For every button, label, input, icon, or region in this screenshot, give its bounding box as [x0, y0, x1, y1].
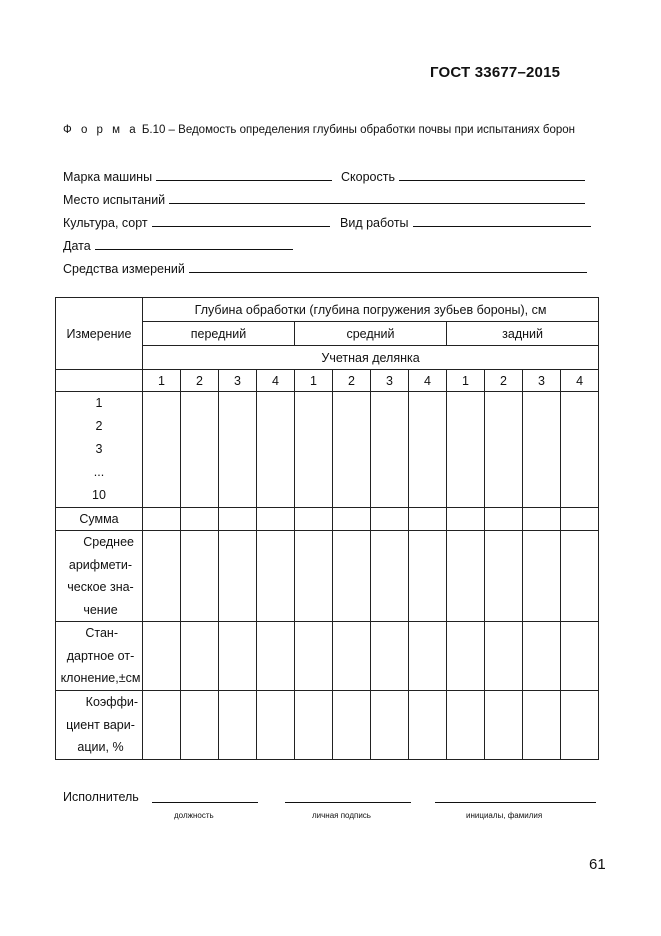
name-blank[interactable] [435, 802, 596, 803]
form-title: Б.10 – Ведомость определения глубины обработки почвы при испытаниях борон [141, 124, 575, 136]
cv-label [56, 691, 143, 760]
data-cell[interactable] [143, 691, 181, 760]
plot-header: Учетная делянка [143, 346, 599, 370]
plot-number-row [56, 370, 599, 392]
data-cell[interactable] [143, 508, 181, 531]
machine-brand-field[interactable] [63, 170, 332, 184]
test-site-label: Место испытаний [63, 193, 166, 207]
data-cell[interactable] [523, 531, 561, 622]
data-cell[interactable] [409, 508, 447, 531]
data-cell[interactable] [181, 392, 219, 508]
crop-variety-field[interactable] [63, 216, 330, 230]
measuring-tools-label: Средства измерений [63, 262, 185, 276]
std-label-line: клонение,±см [60, 671, 141, 686]
data-cell[interactable] [561, 508, 599, 531]
group-front: передний [143, 322, 295, 346]
cv-label-line: циент вари- [66, 717, 135, 732]
data-cell[interactable] [409, 531, 447, 622]
std-label-line: дартное от- [66, 648, 135, 663]
date-blank[interactable] [95, 248, 293, 250]
sum-label: Сумма [56, 508, 143, 531]
measuring-tools-blank[interactable] [189, 271, 587, 273]
depth-header: Глубина обработки (глубина погружения зубьев бороны), см [143, 298, 599, 322]
work-type-label: Вид работы [340, 216, 409, 230]
table-row [56, 622, 599, 691]
data-cell[interactable] [181, 691, 219, 760]
data-cell[interactable] [333, 691, 371, 760]
table-row [56, 531, 599, 622]
data-cell[interactable] [257, 392, 295, 508]
data-cell[interactable] [333, 392, 371, 508]
measurement-header: Измерение [56, 298, 143, 370]
data-cell[interactable] [485, 531, 523, 622]
data-cell[interactable] [371, 691, 409, 760]
standard-number: ГОСТ 33677–2015 [430, 64, 561, 81]
data-cell[interactable] [181, 508, 219, 531]
data-cell[interactable] [333, 508, 371, 531]
form-word: Ф о р м а [63, 124, 139, 136]
data-cell[interactable] [219, 508, 257, 531]
plot-number: 3 [371, 370, 409, 392]
data-cell[interactable] [447, 392, 485, 508]
mean-label-line: чение [83, 602, 118, 617]
data-cell[interactable] [219, 531, 257, 622]
blank-corner-cell [56, 370, 143, 392]
table-row [56, 691, 599, 760]
data-cell[interactable] [371, 531, 409, 622]
speed-blank[interactable] [399, 179, 585, 181]
data-cell[interactable] [181, 531, 219, 622]
data-cell[interactable] [409, 622, 447, 691]
data-cell[interactable] [485, 392, 523, 508]
position-caption: должность [174, 811, 214, 820]
data-cell[interactable] [485, 691, 523, 760]
measurement-numbers-cell [56, 392, 143, 508]
data-cell[interactable] [447, 691, 485, 760]
data-cell[interactable] [333, 622, 371, 691]
signature-caption: личная подпись [312, 811, 371, 820]
measurement-number: ... [93, 465, 105, 479]
data-cell[interactable] [295, 531, 333, 622]
plot-number: 4 [257, 370, 295, 392]
crop-variety-label: Культура, сорт [63, 216, 148, 230]
data-cell[interactable] [485, 622, 523, 691]
measuring-tools-field[interactable] [63, 262, 587, 276]
data-cell[interactable] [371, 508, 409, 531]
data-cell[interactable] [257, 691, 295, 760]
data-cell[interactable] [371, 392, 409, 508]
mean-label [56, 531, 143, 622]
page-number: 61 [589, 856, 606, 873]
date-field[interactable] [63, 239, 293, 253]
cv-label-line: Коэффи- [85, 695, 138, 710]
data-cell[interactable] [409, 392, 447, 508]
mean-label-line: Среднее [83, 535, 134, 549]
plot-number: 2 [333, 370, 371, 392]
data-cell[interactable] [447, 622, 485, 691]
mean-label-line: ческое зна- [67, 580, 134, 594]
table-row [56, 392, 599, 508]
data-cell[interactable] [257, 508, 295, 531]
plot-number: 2 [485, 370, 523, 392]
std-label [56, 622, 143, 691]
speed-field[interactable] [341, 170, 585, 184]
speed-label: Скорость [341, 170, 395, 184]
data-cell[interactable] [143, 531, 181, 622]
plot-number: 3 [523, 370, 561, 392]
data-cell[interactable] [143, 392, 181, 508]
data-cell[interactable] [561, 622, 599, 691]
crop-variety-blank[interactable] [152, 225, 330, 227]
data-cell[interactable] [561, 392, 599, 508]
test-site-field[interactable] [63, 193, 585, 207]
data-cell[interactable] [257, 622, 295, 691]
name-caption: инициалы, фамилия [466, 811, 543, 820]
data-cell[interactable] [523, 622, 561, 691]
depth-table [55, 297, 599, 760]
cv-label-line: ации, % [77, 740, 124, 755]
plot-number: 3 [219, 370, 257, 392]
data-cell[interactable] [257, 531, 295, 622]
data-cell[interactable] [219, 392, 257, 508]
data-cell[interactable] [523, 691, 561, 760]
plot-number: 4 [409, 370, 447, 392]
executor-label: Исполнитель [63, 790, 139, 804]
measurement-number: 3 [95, 442, 103, 456]
plot-number: 1 [295, 370, 333, 392]
plot-number: 1 [143, 370, 181, 392]
date-label: Дата [63, 239, 91, 253]
data-cell[interactable] [333, 531, 371, 622]
plot-number: 4 [561, 370, 599, 392]
plot-number: 2 [181, 370, 219, 392]
data-cell[interactable] [485, 508, 523, 531]
data-cell[interactable] [447, 508, 485, 531]
data-cell[interactable] [295, 392, 333, 508]
signature-blank[interactable] [285, 802, 411, 803]
std-label-line: Стан- [85, 626, 118, 641]
data-cell[interactable] [371, 622, 409, 691]
data-cell[interactable] [295, 691, 333, 760]
test-site-blank[interactable] [169, 202, 585, 204]
data-cell[interactable] [561, 531, 599, 622]
plot-number: 1 [447, 370, 485, 392]
data-cell[interactable] [561, 691, 599, 760]
work-type-blank[interactable] [413, 225, 591, 227]
data-cell[interactable] [219, 691, 257, 760]
measurement-number: 2 [95, 419, 103, 433]
form-caption [63, 124, 575, 136]
mean-label-line: арифмети- [68, 557, 133, 572]
data-cell[interactable] [523, 508, 561, 531]
machine-brand-label: Марка машины [63, 170, 153, 184]
measurement-number: 10 [92, 488, 106, 502]
data-cell[interactable] [447, 531, 485, 622]
data-cell[interactable] [219, 622, 257, 691]
data-cell[interactable] [143, 622, 181, 691]
table-row [56, 508, 599, 531]
data-cell[interactable] [295, 622, 333, 691]
data-cell[interactable] [409, 691, 447, 760]
work-type-field[interactable] [340, 216, 591, 230]
data-cell[interactable] [523, 392, 561, 508]
group-middle: средний [295, 322, 447, 346]
machine-brand-blank[interactable] [156, 179, 332, 181]
data-cell[interactable] [295, 508, 333, 531]
group-rear: задний [447, 322, 599, 346]
position-blank[interactable] [152, 802, 258, 803]
data-cell[interactable] [181, 622, 219, 691]
measurement-number: 1 [95, 396, 103, 410]
